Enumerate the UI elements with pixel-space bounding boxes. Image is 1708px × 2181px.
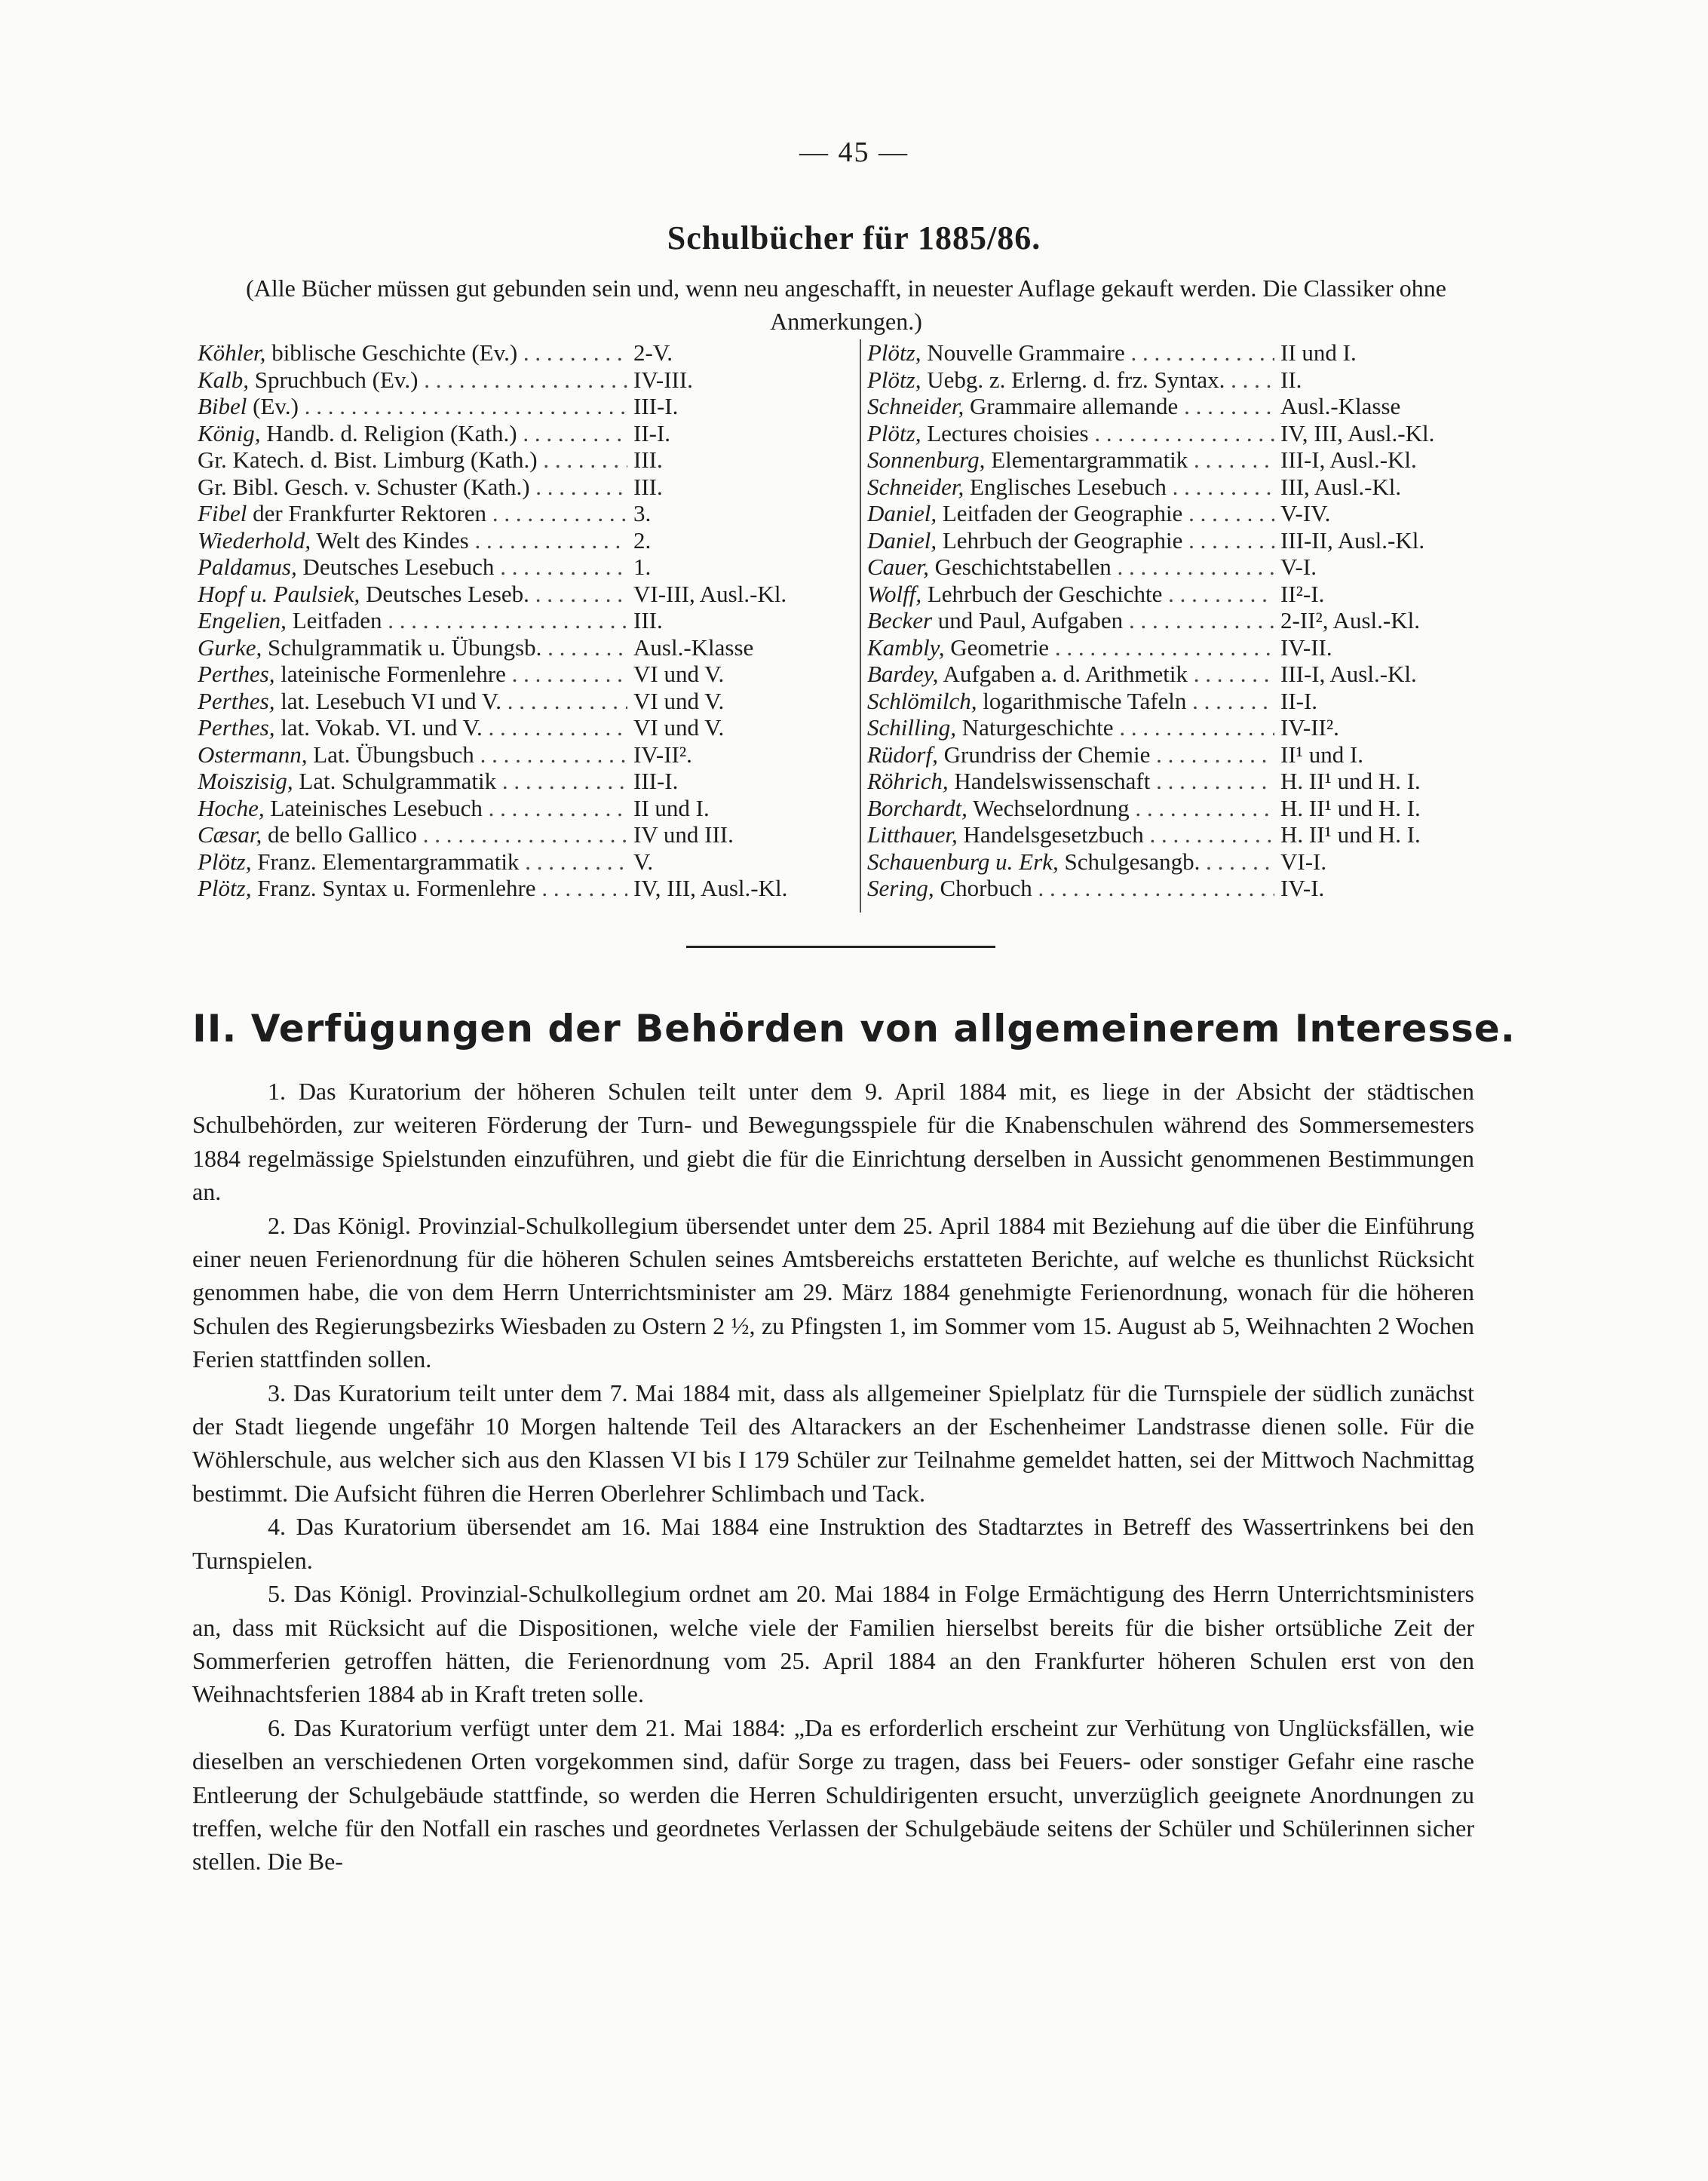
book-title	[867, 848, 1274, 876]
book-entry	[867, 875, 1493, 902]
book-classes: II-I.	[1280, 687, 1318, 714]
book-name: Deutsches Lesebuch	[296, 554, 495, 580]
book-entry	[867, 848, 1493, 876]
book-classes: III, Ausl.-Kl.	[1280, 473, 1402, 500]
book-classes: IV, III, Ausl.-Kl.	[633, 875, 788, 901]
book-classes: VI-I.	[1280, 848, 1327, 875]
book-author: Sonnenburg,	[867, 446, 986, 473]
book-entry	[867, 367, 1493, 394]
book-classes: H. II¹ und H. I.	[1280, 821, 1421, 848]
book-title	[867, 634, 1274, 661]
paragraph: 6. Das Kuratorium verfügt unter dem 21. Mai 1884: „Da es erforderlich erscheint zur Verhütung von Unglücksfällen, wie dieselben an verschiedenen Orten vorgekommen sind, dafür Sorge zu tragen, dass bei Feuers- oder sonstiger Gefahr eine rasche Entleerung der Schulgebäude stattfinde, so werden die Herren Schuldirigenten ersucht, unverzüglich geeignete Anordnungen zu treffen, welche für den Notfall ein rasches und geordnetes Verlassen der Schulgebäude seitens der Schüler und Schülerinnen sicher stellen. Die Be-	[192, 1713, 1474, 1876]
book-author: Litthauer,	[867, 821, 958, 848]
book-title	[198, 795, 627, 822]
book-title	[867, 741, 1274, 768]
book-classes: III.	[633, 446, 663, 473]
book-entry	[867, 339, 1493, 367]
book-title	[867, 795, 1274, 822]
book-author: Gurke,	[198, 633, 262, 661]
book-name: Grammaire allemande	[964, 393, 1179, 419]
book-classes: VI-III, Ausl.-Kl.	[633, 580, 787, 607]
book-entry	[867, 607, 1493, 634]
book-author: Moiszisig,	[198, 768, 293, 794]
book-author: Köhler,	[198, 339, 266, 366]
book-name: Schulgrammatik u. Übungsb.	[262, 633, 542, 661]
book-classes: IV, III, Ausl.-Kl.	[1280, 419, 1435, 446]
book-name: Uebg. z. Erlerng. d. frz. Syntax.	[921, 366, 1225, 393]
book-classes: V-I.	[1280, 554, 1317, 580]
book-entry	[867, 474, 1493, 501]
book-title	[867, 661, 1274, 688]
book-classes: IV-II.	[1280, 633, 1332, 661]
book-name: Nouvelle Grammaire	[921, 339, 1125, 366]
book-author: Daniel,	[867, 526, 937, 554]
book-author: König,	[198, 419, 261, 446]
book-classes: III.	[633, 473, 663, 500]
book-classes: 1.	[633, 554, 652, 580]
book-title	[198, 446, 627, 474]
book-classes: IV-II².	[1280, 714, 1339, 741]
book-name: lat. Vokab. VI. und V.	[274, 714, 483, 741]
book-classes: II.	[1280, 366, 1302, 393]
book-author: Borchardt,	[867, 794, 967, 821]
book-name: Lectures choisies	[921, 419, 1089, 446]
book-name: Spruchbuch (Ev.)	[249, 366, 419, 393]
book-name: Wechselordnung	[967, 794, 1130, 821]
book-author: Paldamus,	[198, 554, 297, 580]
book-author: Schilling,	[867, 714, 956, 741]
book-entry	[867, 661, 1493, 688]
book-classes: III-I.	[633, 393, 679, 419]
book-name: lateinische Formenlehre	[274, 661, 506, 687]
book-title	[867, 367, 1274, 394]
book-author: Schlömilch,	[867, 687, 977, 714]
book-author: Cauer,	[867, 554, 929, 580]
book-author: Plötz,	[198, 848, 252, 875]
book-name: Welt des Kindes	[311, 526, 469, 554]
book-list-right	[860, 339, 1493, 913]
book-title	[198, 500, 627, 527]
body-text	[192, 1075, 1474, 1879]
paragraph: 1. Das Kuratorium der höheren Schulen teilt unter dem 9. April 1884 mit, es liege in der Absicht der städtischen Schulbehörden, zur weiteren Förderung der Turn- und Bewegungsspiele für die Knabenschulen während des Sommersemesters 1884 regelmässige Spielstunden einzuführen, und giebt die für die Einrichtung derselben in Aussicht genommenen Bestimmungen an.	[192, 1078, 1474, 1206]
book-classes: IV-II².	[633, 741, 692, 768]
book-title	[867, 875, 1274, 902]
book-name: lat. Lesebuch VI und V.	[274, 687, 501, 714]
book-author: Hopf u. Paulsiek,	[198, 580, 360, 607]
book-title	[198, 634, 627, 661]
book-entry	[198, 875, 839, 902]
book-entry	[198, 393, 839, 420]
book-entry	[198, 741, 839, 768]
book-author: Schneider,	[867, 473, 964, 500]
book-classes: 2-II², Ausl.-Kl.	[1280, 607, 1420, 633]
book-name: Naturgeschichte	[955, 714, 1114, 741]
book-name: der Frankfurter Rektoren	[247, 500, 487, 526]
book-author: Plötz,	[867, 366, 921, 393]
book-classes: VI und V.	[633, 661, 725, 687]
book-entry	[198, 607, 839, 634]
book-title	[867, 420, 1274, 447]
book-classes: 3.	[633, 500, 652, 526]
book-name: Englisches Lesebuch	[964, 473, 1167, 500]
book-author: Wiederhold,	[198, 526, 311, 554]
book-title	[198, 741, 627, 768]
paragraph: 3. Das Kuratorium teilt unter dem 7. Mai 1884 mit, dass als allgemeiner Spielplatz für die Turnspiele der südlich zunächst der Stadt liegende ungefähr 10 Morgen haltende Teil des Altarackers an der Eschenheimer Landstrasse dienen solle. Für die Wöhlerschule, aus welcher sich aus den Klassen VI bis I 179 Schüler zur Teilnahme gemeldet hatten, sei der Mittwoch Nachmittag bestimmt. Die Aufsicht führen die Herren Oberlehrer Schlimbach und Tack.	[192, 1379, 1474, 1507]
book-author: Cæsar,	[198, 821, 262, 848]
book-author: Röhrich,	[867, 768, 949, 794]
book-entry	[867, 446, 1493, 474]
book-classes: Ausl.-Klasse	[633, 633, 754, 661]
book-title	[198, 821, 627, 848]
book-name: Gr. Katech. d. Bist. Limburg (Kath.)	[198, 446, 538, 473]
book-name: Leitfaden der Geographie	[937, 500, 1183, 526]
book-name: Geometrie	[944, 633, 1050, 661]
book-title	[198, 367, 627, 394]
book-entry	[198, 367, 839, 394]
book-name: Aufgaben a. d. Arithmetik	[938, 661, 1188, 687]
book-entry	[198, 474, 839, 501]
book-entry	[867, 581, 1493, 608]
book-title	[198, 848, 627, 876]
book-classes: II²-I.	[1280, 580, 1325, 607]
book-author: Rüdorf,	[867, 741, 938, 768]
book-name: Lat. Übungsbuch	[307, 741, 474, 768]
book-title	[198, 527, 627, 554]
book-title	[198, 339, 627, 367]
book-entry	[867, 634, 1493, 661]
book-name: Lat. Schulgrammatik	[293, 768, 497, 794]
book-classes: II-I.	[633, 419, 671, 446]
book-classes: III-I.	[633, 768, 679, 794]
book-entry	[198, 581, 839, 608]
book-entry	[867, 821, 1493, 848]
book-title	[867, 821, 1274, 848]
book-classes: H. II¹ und H. I.	[1280, 794, 1421, 821]
book-classes: II und I.	[633, 794, 710, 821]
book-entry	[198, 688, 839, 715]
book-title	[198, 875, 627, 902]
book-name: Geschichtstabellen	[928, 554, 1112, 580]
book-title	[198, 768, 627, 795]
book-classes: V.	[633, 848, 654, 875]
book-classes: V-IV.	[1280, 500, 1331, 526]
book-entry	[198, 821, 839, 848]
book-classes: II¹ und I.	[1280, 741, 1364, 768]
book-author: Kalb,	[198, 366, 250, 393]
book-title	[867, 446, 1274, 474]
book-name: Handelswissenschaft	[948, 768, 1151, 794]
book-title	[198, 688, 627, 715]
book-title	[867, 474, 1274, 501]
book-name: Leitfaden	[286, 607, 382, 633]
book-classes: IV und III.	[633, 821, 734, 848]
book-entry	[198, 768, 839, 795]
book-classes: 2-V.	[633, 339, 673, 366]
book-name: Gr. Bibl. Gesch. v. Schuster (Kath.)	[198, 473, 530, 500]
book-title	[198, 714, 627, 741]
book-name: und Paul, Aufgaben	[932, 607, 1124, 633]
book-title	[198, 393, 627, 420]
paragraph: 2. Das Königl. Provinzial-Schulkollegium übersendet unter dem 25. April 1884 mit Beziehung auf die über die Einführung einer neuen Ferienordnung für die höheren Schulen seines Amtsbereichs erstatteten Berichte, auf welche es thunlichst Rücksicht genommen habe, die von dem Herrn Unterrichtsminister am 29. März 1884 genehmigte Ferienordnung, wonach für die höheren Schulen des Regierungsbezirks Wiesbaden zu Ostern 2 ½, zu Pfingsten 1, im Sommer vom 15. August ab 5, Weihnachten 2 Wochen Ferien stattfinden sollen.	[192, 1211, 1474, 1373]
book-author: Ostermann,	[198, 741, 308, 768]
book-author: Plötz,	[867, 339, 921, 366]
book-title	[867, 688, 1274, 715]
book-title	[867, 607, 1274, 634]
book-entry	[198, 339, 839, 367]
book-author: Schauenburg u. Erk,	[867, 848, 1059, 875]
book-author: Perthes,	[198, 687, 275, 714]
book-name: de bello Gallico	[262, 821, 418, 848]
section-heading: II. Verfügungen der Behörden von allgemeinerem Interesse.	[192, 1007, 1516, 1051]
book-classes: Ausl.-Klasse	[1280, 393, 1401, 419]
book-title	[867, 768, 1274, 795]
book-name: Lateinisches Lesebuch	[264, 794, 483, 821]
book-classes: VI und V.	[633, 687, 725, 714]
book-title	[867, 581, 1274, 608]
book-classes: II und I.	[1280, 339, 1357, 366]
page-number: — 45 —	[799, 137, 909, 168]
book-author: Kambly,	[867, 633, 945, 661]
book-entry	[198, 714, 839, 741]
book-entry	[198, 446, 839, 474]
book-author: Engelien,	[198, 607, 287, 633]
book-entry	[198, 661, 839, 688]
book-entry	[867, 768, 1493, 795]
book-name: Elementargrammatik	[985, 446, 1188, 473]
book-entry	[198, 527, 839, 554]
section-separator	[686, 946, 995, 948]
book-classes: H. II¹ und H. I.	[1280, 768, 1421, 794]
book-title	[198, 420, 627, 447]
book-author: Plötz,	[867, 419, 921, 446]
book-classes: III-I, Ausl.-Kl.	[1280, 661, 1417, 687]
book-name: Lehrbuch der Geographie	[937, 526, 1183, 554]
book-author: Plötz,	[198, 875, 252, 901]
book-name: Handb. d. Religion (Kath.)	[260, 419, 517, 446]
book-title	[867, 554, 1274, 581]
book-name: Lehrbuch der Geschichte	[921, 580, 1163, 607]
book-title	[198, 661, 627, 688]
book-author: Wolff,	[867, 580, 922, 607]
page-title: Schulbücher für 1885/86.	[667, 219, 1041, 256]
book-entry	[867, 714, 1493, 741]
book-author: Schneider,	[867, 393, 964, 419]
book-classes: IV-I.	[1280, 875, 1325, 901]
book-entry	[867, 688, 1493, 715]
book-author: Bardey,	[867, 661, 939, 687]
book-list-left	[198, 339, 839, 902]
book-classes: IV-III.	[633, 366, 693, 393]
book-entry	[867, 393, 1493, 420]
book-entry	[867, 741, 1493, 768]
book-classes: III.	[633, 607, 663, 633]
paragraph: 4. Das Kuratorium übersendet am 16. Mai 1884 eine Instruktion des Stadtarztes in Betreff des Wassertrinkens bei den Turnspielen.	[192, 1513, 1474, 1574]
book-name: Franz. Syntax u. Formenlehre	[251, 875, 536, 901]
book-name: (Ev.)	[247, 393, 299, 419]
book-title	[867, 393, 1274, 420]
book-entry	[867, 527, 1493, 554]
book-name: Grundriss der Chemie	[937, 741, 1151, 768]
book-entry	[867, 795, 1493, 822]
book-title	[867, 339, 1274, 367]
book-author: Perthes,	[198, 714, 275, 741]
book-title	[867, 714, 1274, 741]
book-title	[198, 607, 627, 634]
book-title	[867, 527, 1274, 554]
book-classes: III-II, Ausl.-Kl.	[1280, 526, 1425, 554]
paragraph: 5. Das Königl. Provinzial-Schulkollegium ordnet am 20. Mai 1884 in Folge Ermächtigung des Herrn Unterrichtsministers an, dass mit Rücksicht auf die Dispositionen, welche viele der Familien hierselbst bereits für die bisher ortsübliche Zeit der Sommerferien getroffen hätten, die Ferienordnung vom 25. April 1884 an den Frankfurter höheren Schulen erst von den Weihnachtsferien 1884 ab in Kraft treten solle.	[192, 1580, 1474, 1708]
book-name: Schulgesangb.	[1058, 848, 1201, 875]
page-subtitle: (Alle Bücher müssen gut gebunden sein und, wenn neu angeschafft, in neuester Auflage gekauft werden. Die Classiker ohne Anmerkungen.)	[246, 275, 1446, 335]
book-name: Deutsches Leseb.	[360, 580, 529, 607]
book-entry	[198, 795, 839, 822]
book-title	[198, 474, 627, 501]
book-author: Hoche,	[198, 794, 265, 821]
book-classes: III-I, Ausl.-Kl.	[1280, 446, 1417, 473]
book-entry	[198, 634, 839, 661]
book-author: Bibel	[198, 393, 247, 419]
book-entry	[867, 420, 1493, 447]
book-entry	[198, 848, 839, 876]
book-title	[867, 500, 1274, 527]
book-name: biblische Geschichte (Ev.)	[265, 339, 518, 366]
book-name: Chorbuch	[934, 875, 1032, 901]
book-author: Daniel,	[867, 500, 937, 526]
book-author: Perthes,	[198, 661, 275, 687]
book-entry	[198, 420, 839, 447]
book-classes: 2.	[633, 526, 652, 554]
book-name: logarithmische Tafeln	[977, 687, 1187, 714]
book-entry	[867, 554, 1493, 581]
book-author: Becker	[867, 607, 933, 633]
book-title	[198, 581, 627, 608]
book-name: Handelsgesetzbuch	[957, 821, 1144, 848]
book-entry	[867, 500, 1493, 527]
book-entry	[198, 554, 839, 581]
book-entry	[198, 500, 839, 527]
book-name: Franz. Elementargrammatik	[251, 848, 520, 875]
book-author: Fibel	[198, 500, 247, 526]
book-author: Sering,	[867, 875, 934, 901]
book-title	[198, 554, 627, 581]
book-classes: VI und V.	[633, 714, 725, 741]
